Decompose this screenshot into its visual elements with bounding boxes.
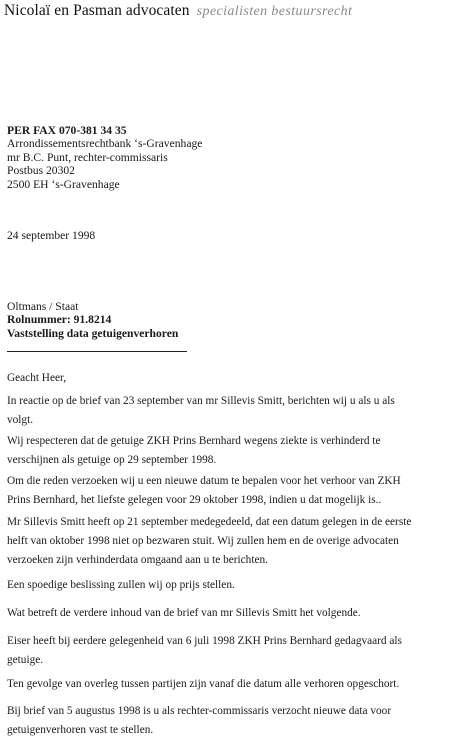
paragraph-line: Bij brief van 5 augustus 1998 is u als rechter-commissaris verzocht nieuwe data voor — [7, 705, 392, 717]
address-line: Postbus 20302 — [7, 164, 75, 178]
paragraph-line: In reactie op de brief van 23 september van mr Sillevis Smitt, berichten wij u als u als — [7, 395, 395, 407]
rolnummer: Rolnummer: 91.8214 — [7, 313, 112, 327]
letter-date: 24 september 1998 — [7, 229, 96, 242]
paragraph-line: Ten gevolge van overleg tussen partijen zijn vanaf die datum alle verhoren opgeschort. — [7, 678, 400, 690]
address-line: 2500 EH ‘s-Gravenhage — [7, 177, 120, 191]
body-paragraph — [7, 432, 443, 470]
body-paragraph — [7, 702, 443, 740]
body-paragraph — [7, 604, 443, 623]
address-line: mr B.C. Punt, rechter-commissaris — [7, 150, 168, 164]
paragraph-line: volgt. — [7, 414, 34, 426]
subject-line: Vaststelling data getuigenverhoren — [7, 326, 179, 340]
paragraph-line: Prins Bernhard, het liefste gelegen voor 29 oktober 1998, indien u dat mogelijk is.. — [7, 494, 382, 506]
paragraph-line: Een spoedige beslissing zullen wij op prijs stellen. — [7, 579, 235, 591]
paragraph-line: Wat betreft de verdere inhoud van de brief van mr Sillevis Smitt het volgende. — [7, 607, 361, 619]
paragraph-line: Eiser heeft bij eerdere gelegenheid van 6 juli 1998 ZKH Prins Bernhard gedagvaard als — [7, 635, 402, 647]
paragraph-line: Om die reden verzoeken wij u een nieuwe datum te bepalen voor het verhoor van ZKH — [7, 475, 401, 487]
firm-name: Nicolaï en Pasman advocaten — [4, 2, 190, 19]
body-paragraph — [7, 513, 443, 570]
fax-line: PER FAX 070-381 34 35 — [7, 124, 127, 137]
paragraph-line: getuige. — [7, 654, 44, 666]
case-name: Oltmans / Staat — [7, 300, 79, 313]
body-paragraph — [7, 392, 443, 430]
body-paragraph — [7, 675, 443, 694]
case-reference — [7, 300, 178, 340]
body-paragraph — [7, 472, 443, 510]
paragraph-line: verschijnen als getuige op 29 september 1998. — [7, 454, 217, 466]
divider-line — [7, 351, 187, 352]
paragraph-line: helft van oktober 1998 niet op bezwaren stuit. Wij zullen hem en de overige advocaten — [7, 535, 399, 547]
address-line: Arrondissementsrechtbank ‘s-Gravenhage — [7, 137, 203, 151]
recipient-address — [7, 124, 202, 191]
body-paragraph — [7, 632, 443, 670]
paragraph-line: Wij respecteren dat de getuige ZKH Prins Bernhard wegens ziekte is verhinderd te — [7, 435, 381, 447]
paragraph-line: verzoeken zijn verhinderdata omgaand aan u te berichten. — [7, 554, 268, 566]
paragraph-line: Mr Sillevis Smitt heeft op 21 september medegedeeld, dat een datum gelegen in de eerste — [7, 516, 412, 528]
body-paragraph — [7, 576, 443, 595]
salutation: Geacht Heer, — [7, 372, 67, 384]
paragraph-line: getuigenverhoren vast te stellen. — [7, 724, 154, 736]
letterhead — [4, 2, 352, 20]
firm-tagline: specialisten bestuursrecht — [196, 4, 353, 19]
